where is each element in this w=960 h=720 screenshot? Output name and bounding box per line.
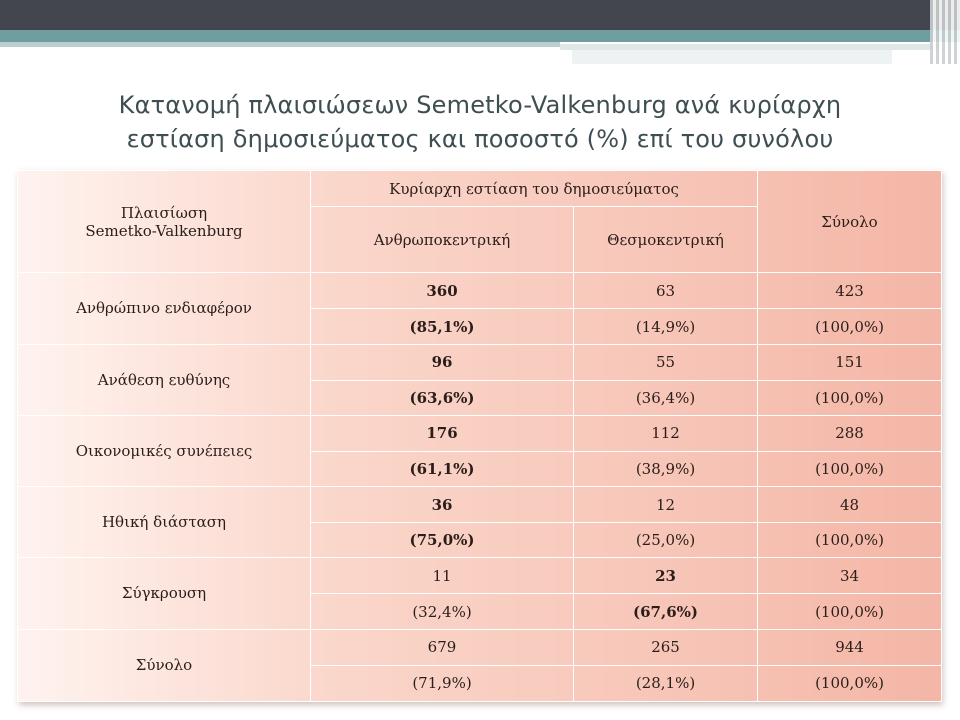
cell-pct-col1: (63,6%) xyxy=(311,380,574,415)
row-label: Οικονομικές συνέπειες xyxy=(18,415,311,486)
cell-pct-total: (100,0%) xyxy=(758,523,942,558)
crosstab-container xyxy=(17,170,941,702)
cell-pct-col1: (71,9%) xyxy=(311,665,574,701)
cell-pct-col1: (85,1%) xyxy=(311,309,574,344)
header-group-cell: Κυρίαρχη εστίαση του δημοσιεύματος xyxy=(311,171,758,207)
cell-pct-total: (100,0%) xyxy=(758,309,942,344)
cell-pct-col1: (32,4%) xyxy=(311,594,574,629)
cell-count-col2: 55 xyxy=(574,344,758,380)
cell-count-col2: 63 xyxy=(574,273,758,309)
cell-pct-col2: (67,6%) xyxy=(574,594,758,629)
cell-pct-col2: (36,4%) xyxy=(574,380,758,415)
cell-count-col1: 36 xyxy=(311,487,574,523)
cell-count-total: 423 xyxy=(758,273,942,309)
row-label: Ανθρώπινο ενδιαφέρον xyxy=(18,273,311,344)
cell-count-total: 944 xyxy=(758,629,942,665)
cell-count-total: 34 xyxy=(758,558,942,594)
table-row xyxy=(18,487,942,523)
row-label: Ανάθεση ευθύνης xyxy=(18,344,311,415)
cell-count-col2: 265 xyxy=(574,629,758,665)
header-stub-line-1: Πλαισίωση xyxy=(120,203,208,222)
cell-pct-col2: (25,0%) xyxy=(574,523,758,558)
table-row xyxy=(18,629,942,665)
table-row xyxy=(18,273,942,309)
table-row xyxy=(18,558,942,594)
cell-pct-col1: (75,0%) xyxy=(311,523,574,558)
cell-pct-col2: (38,9%) xyxy=(574,451,758,486)
light-decor-tab xyxy=(572,50,892,64)
cell-count-col1: 96 xyxy=(311,344,574,380)
cell-count-col1: 360 xyxy=(311,273,574,309)
slide-title xyxy=(40,88,920,156)
cell-pct-total: (100,0%) xyxy=(758,380,942,415)
cell-count-total: 288 xyxy=(758,415,942,451)
slide-title-line-2: εστίαση δημοσιεύματος και ποσοστό (%) επί του συνόλου xyxy=(126,125,834,153)
header-total-cell: Σύνολο xyxy=(758,171,942,273)
table-row xyxy=(18,344,942,380)
cell-pct-col1: (61,1%) xyxy=(311,451,574,486)
cell-count-col1: 679 xyxy=(311,629,574,665)
top-decor-bar xyxy=(0,0,960,30)
cell-pct-col2: (14,9%) xyxy=(574,309,758,344)
cell-count-col1: 176 xyxy=(311,415,574,451)
row-label: Ηθική διάσταση xyxy=(18,487,311,558)
cell-count-col2: 112 xyxy=(574,415,758,451)
teal-decor-band xyxy=(0,30,960,42)
header-col-institutional: Θεσμοκεντρική xyxy=(574,207,758,273)
header-col-anthropocentric: Ανθρωποκεντρική xyxy=(311,207,574,273)
table-row xyxy=(18,415,942,451)
header-stub-line-2: Semetko-Valkenburg xyxy=(85,221,243,240)
cell-pct-total: (100,0%) xyxy=(758,665,942,701)
row-label: Σύνολο xyxy=(18,629,311,701)
teal-decor-band-thin xyxy=(0,42,560,47)
cell-count-total: 48 xyxy=(758,487,942,523)
cell-count-col2: 23 xyxy=(574,558,758,594)
header-stub-cell xyxy=(18,171,311,273)
cell-count-col2: 12 xyxy=(574,487,758,523)
row-label: Σύγκρουση xyxy=(18,558,311,629)
cell-count-total: 151 xyxy=(758,344,942,380)
slide-title-line-1: Κατανομή πλαισιώσεων Semetko-Valkenburg ανά κυρίαρχη xyxy=(118,91,842,119)
stripe-decor xyxy=(930,0,960,64)
cell-pct-col2: (28,1%) xyxy=(574,665,758,701)
crosstab-table xyxy=(17,170,942,702)
cell-pct-total: (100,0%) xyxy=(758,594,942,629)
cell-count-col1: 11 xyxy=(311,558,574,594)
cell-pct-total: (100,0%) xyxy=(758,451,942,486)
